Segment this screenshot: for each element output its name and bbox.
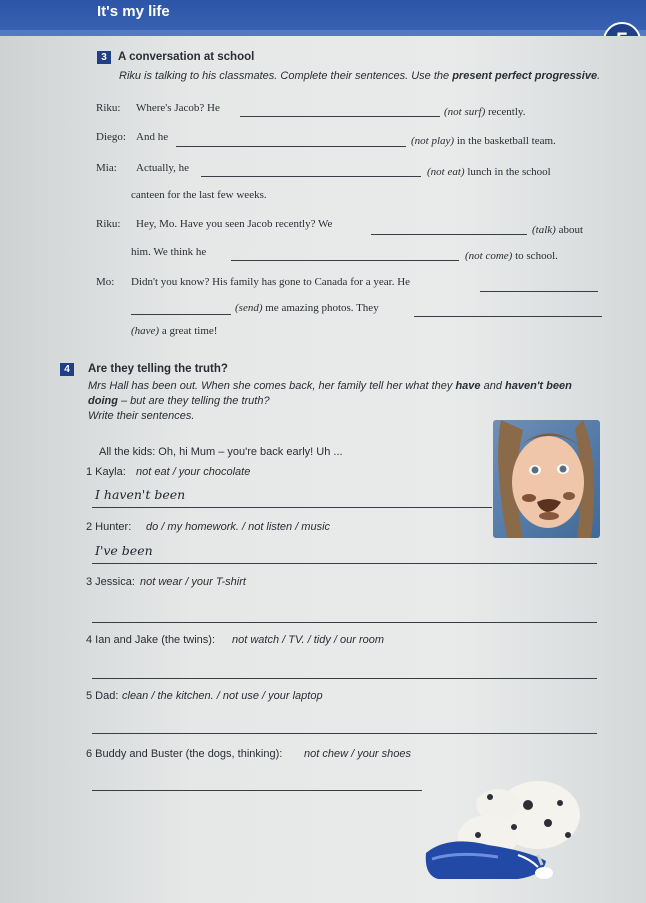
speaker-mo: Mo: <box>96 276 115 288</box>
answer-blank[interactable] <box>201 176 421 177</box>
answer-line[interactable] <box>92 563 597 564</box>
sentence-text: him. We think he <box>131 246 207 258</box>
intro-line: All the kids: Oh, hi Mum – you're back early! Uh ... <box>99 446 343 458</box>
answer-line[interactable] <box>92 507 492 508</box>
item-1-label: 1 Kayla: <box>86 466 126 478</box>
speaker-riku: Riku: <box>96 218 121 230</box>
item-6-label: 6 Buddy and Buster (the dogs, thinking): <box>86 748 283 760</box>
item-2-answer: I've been <box>95 543 153 558</box>
item-5-prompt: clean / the kitchen. / not use / your laptop <box>122 690 323 702</box>
answer-blank[interactable] <box>231 260 459 261</box>
exercise-4-number: 4 <box>60 363 74 376</box>
exercise-4-title: Are they telling the truth? <box>88 363 228 375</box>
speaker-diego: Diego: <box>96 131 126 143</box>
answer-blank[interactable] <box>371 234 527 235</box>
answer-blank[interactable] <box>480 291 598 292</box>
girl-chocolate-photo <box>493 420 600 538</box>
sentence-text: Hey, Mo. Have you seen Jacob recently? We <box>136 218 333 230</box>
answer-line[interactable] <box>92 622 597 623</box>
item-3-label: 3 Jessica: <box>86 576 135 588</box>
speaker-riku: Riku: <box>96 102 121 114</box>
top-banner <box>0 0 646 36</box>
answer-blank[interactable] <box>240 116 440 117</box>
item-1-prompt: not eat / your chocolate <box>136 466 251 478</box>
exercise-3-title: A conversation at school <box>118 51 255 63</box>
sentence-text: Where's Jacob? He <box>136 102 220 114</box>
answer-line[interactable] <box>92 678 597 679</box>
item-6-prompt: not chew / your shoes <box>304 748 412 760</box>
verb-hint: (send) me amazing photos. They <box>235 302 379 314</box>
exercise-3-instruction: Riku is talking to his classmates. Complete their sentences. Use the present perfect progressive. <box>119 70 601 82</box>
answer-line[interactable] <box>92 790 422 791</box>
unit-title: It's my life <box>97 3 170 20</box>
item-2-prompt: do / my homework. / not listen / music <box>146 521 331 533</box>
sentence-text: canteen for the last few weeks. <box>131 189 267 201</box>
answer-line[interactable] <box>92 733 597 734</box>
exercise-3-number: 3 <box>97 51 111 64</box>
verb-hint: (not play) in the basketball team. <box>411 135 556 147</box>
exercise-4-instruction: Mrs Hall has been out. When she comes back, her family tell her what they have and haven't been doing – but are they telling the truth? Write their sentences. <box>88 380 572 422</box>
verb-hint: (not eat) lunch in the school <box>427 166 551 178</box>
item-5-label: 5 Dad: <box>86 690 119 702</box>
item-3-prompt: not wear / your T-shirt <box>140 576 246 588</box>
verb-hint: (not surf) recently. <box>444 106 526 118</box>
dogs-chewing-shoe-illustration <box>418 775 598 887</box>
verb-hint: (have) a great time! <box>131 325 218 337</box>
answer-blank[interactable] <box>131 314 231 315</box>
speaker-mia: Mia: <box>96 162 117 174</box>
sentence-text: Didn't you know? His family has gone to Canada for a year. He <box>131 276 411 288</box>
item-4-label: 4 Ian and Jake (the twins): <box>86 634 216 646</box>
sentence-text: And he <box>136 131 169 143</box>
verb-hint: (not come) to school. <box>465 250 558 262</box>
answer-blank[interactable] <box>176 146 406 147</box>
verb-hint: (talk) about <box>532 224 584 236</box>
answer-blank[interactable] <box>414 316 602 317</box>
item-1-answer: I haven't been <box>95 487 186 502</box>
sentence-text: Actually, he <box>136 162 190 174</box>
item-2-label: 2 Hunter: <box>86 521 132 533</box>
item-4-prompt: not watch / TV. / tidy / our room <box>232 634 385 646</box>
